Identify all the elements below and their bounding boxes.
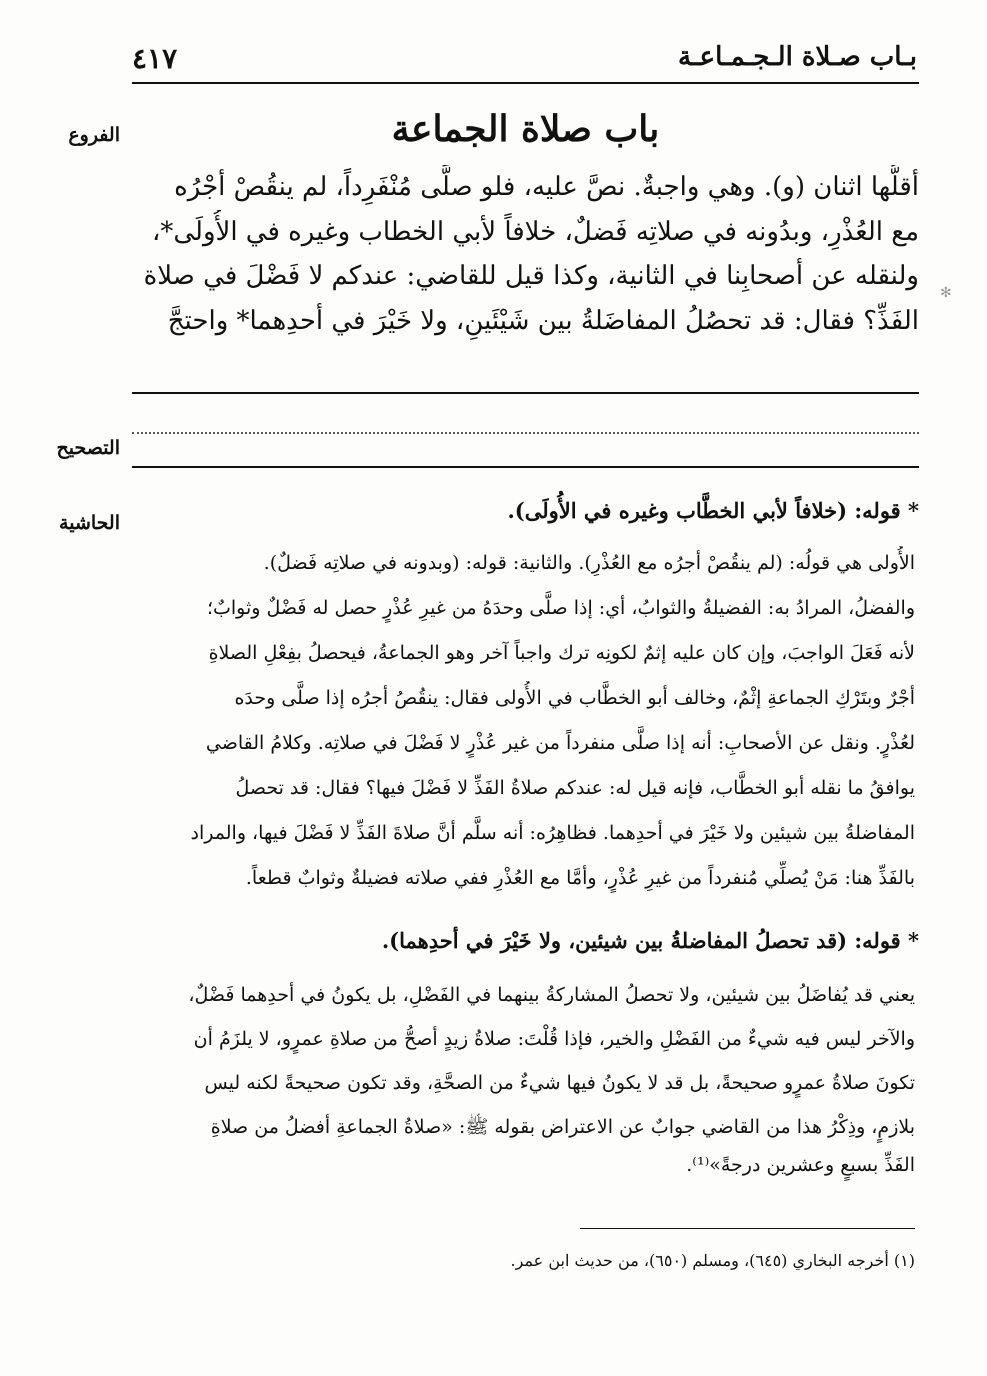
margin-label-correction: التصحيح	[56, 437, 120, 459]
commentary-line: الفَذِّ بسبعٍ وعشرين درجةً»⁽¹⁾.	[686, 1154, 915, 1176]
commentary-heading-2: * قوله: (قد تحصلُ المفاضلةُ بين شيئين، ولا خَيْرَ في أحدِهما).	[381, 928, 919, 953]
commentary-line: المفاضلةُ بين شيئين ولا خَيْرَ في أحدِهما. فظاهِرُه: أنه سلَّم أنَّ صلاةَ الفَذِّ لا فَضْلَ فيها، والمراد	[190, 822, 915, 844]
commentary-line: لعُذْرٍ. ونقل عن الأصحابِ: أنه إذا صلَّى منفرداً من غير عُذْرٍ لا فَضْلَ في صلاتِه. وكلامُ القاضي	[205, 732, 915, 754]
commentary-line: أجْرٌ وبتَرْكِ الجماعةِ إثْمٌ، وخالف أبو الخطَّاب في الأُولى فقال: ينقُصُ أجرُه إذا صلَّى وحدَه	[234, 687, 915, 709]
margin-label-commentary: الحاشية	[59, 512, 120, 534]
main-text-line: مع العُذْرِ، وبدُونه في صلاتِه فَضلٌ، خلافاً لأبي الخطاب وغيره في الأُولَى*،	[151, 216, 919, 247]
footnote-rule	[580, 1228, 915, 1229]
margin-label-branches: الفروع	[68, 124, 120, 146]
main-text-line: ولنقله عن أصحابِنا في الثانية، وكذا قيل للقاضي: عندكم لا فَضْلَ في صلاة	[143, 261, 919, 291]
commentary-line: يوافقُ ما نقله أبو الخطَّاب، فإنه قيل له: عندكم صلاةُ الفَذِّ لا فَضْلَ فيها؟ فقال: قد تحصلُ	[235, 777, 915, 799]
commentary-heading-1: * قوله: (خلافاً لأبي الخطَّاب وغيره في الأُولَى).	[507, 498, 919, 523]
footnote: (١) أخرجه البخاري (٦٤٥)، ومسلم (٦٥٠)، من حديث ابن عمر.	[510, 1251, 915, 1270]
commentary-block-2	[132, 978, 915, 1182]
commentary-line: بلازمٍ، وذِكْرُ هذا من القاضي جوابٌ عن الاعتراض بقوله ﷺ: «صلاةُ الجماعةِ أفضلُ من صلاةِ	[210, 1116, 915, 1138]
running-title: بـاب صـلاة الـجـمـاعـة	[678, 42, 917, 72]
commentary-line: لأنه فَعَلَ الواجبَ، وإن كان عليه إثمٌ لكونِه ترك واجباً آخر وهو الجماعةُ، فيحصلُ بفِعْلِ الصلاةِ	[208, 642, 915, 664]
page-number: ٤١٧	[132, 42, 178, 75]
section-rule-bottom	[132, 466, 919, 468]
chapter-title: باب صلاة الجماعة	[391, 108, 660, 150]
header-rule	[132, 82, 919, 84]
commentary-line: الأُولى هي قولُه: (لم ينقُصْ أجرُه مع العُذْرِ). والثانية: قوله: (وبدونه في صلاتِه فَضلٌ).	[263, 552, 915, 574]
scan-speck-icon: ✻	[940, 285, 952, 301]
commentary-line: بالفَذِّ هنا: مَنْ يُصلِّي مُنفرداً من غيرِ عُذْرٍ، وأمَّا مع العُذْرِ ففي صلاته فضيلةٌ وثوابٌ قطعاً.	[245, 867, 915, 889]
main-text	[132, 165, 919, 343]
commentary-line: يعني قد يُفاضَلُ بين شيئين، ولا تحصلُ المشاركةُ بينهما في الفَضْلِ، بل يكونُ في أحدِهما فَضْلٌ،	[188, 984, 915, 1006]
main-text-line: الفَذِّ؟ فقال: قد تحصُلُ المفاضَلةُ بين شَيْئَينِ، ولا خَيْرَ في أحدِهما* واحتجَّ	[167, 305, 919, 336]
main-text-line: أقلُّها اثنان (و). وهي واجبةٌ. نصَّ عليه، فلو صلَّى مُنْفَرِداً، لم ينقُصْ أجْرُه	[174, 172, 919, 202]
commentary-line: تكونَ صلاةُ عمرٍو صحيحةً، بل قد لا يكونُ فيها شيءٌ من الصحَّةِ، وقد تكون صحيحةً لكنه ليس	[204, 1072, 915, 1094]
commentary-line: والفضلُ، المرادُ به: الفضيلةُ والثوابُ، أي: إذا صلَّى وحدَهُ من غيرِ عُذْرٍ حصل له فَضْلٌ وثوابٌ؛	[206, 597, 915, 619]
section-rule-top	[132, 392, 919, 394]
commentary-block-1	[132, 546, 915, 895]
commentary-line: والآخر ليس فيه شيءٌ من الفَضْلِ والخير، فإذا قُلْتَ: صلاةُ زيدٍ أصحُّ من صلاةِ عمرٍو، لا يلزَمُ أن	[193, 1028, 915, 1050]
correction-dotted-rule	[132, 432, 919, 434]
